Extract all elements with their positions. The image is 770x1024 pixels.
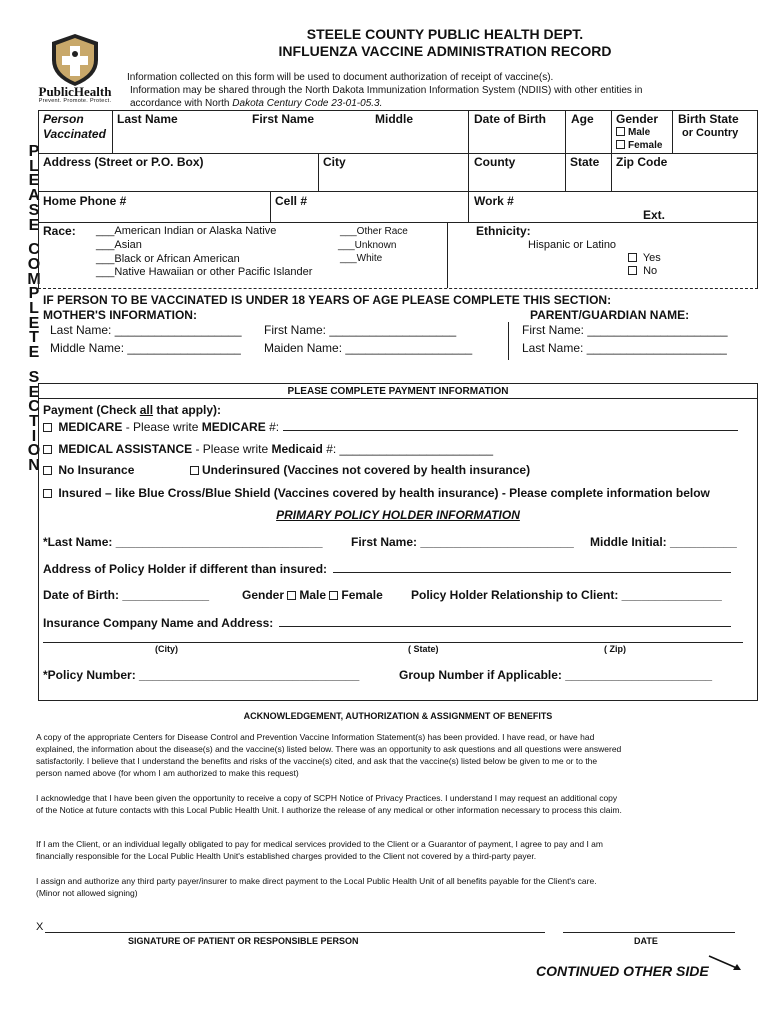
dob-label[interactable]: Date of Birth [474,112,546,126]
logo [30,32,120,104]
insured-option[interactable]: Insured – like Blue Cross/Blue Shield (Vaccines covered by health insurance) - Please complete information below [43,486,710,500]
gender-male-option[interactable]: Male [616,127,650,138]
mother-last-name[interactable]: Last Name: ___________________ [50,323,242,337]
info-line-2: Information may be shared through the North Dakota Immunization Information System (NDIIS) with other entities in [130,85,643,96]
logo-text: PublicHealth [38,84,112,99]
checkbox-icon[interactable] [43,445,52,454]
medical-assistance-option[interactable]: MEDICAL ASSISTANCE - Please write Medicaid #: _______________________ [43,442,493,456]
city-label[interactable]: City [323,155,346,169]
state-caption: ( State) [408,644,439,654]
signature-x: X [36,921,44,933]
signature-line[interactable] [45,932,545,933]
primary-policy-heading: PRIMARY POLICY HOLDER INFORMATION [276,508,520,522]
gender-label: Gender [616,112,659,126]
checkbox-icon[interactable] [43,466,52,475]
form-title-2: INFLUENZA VACCINE ADMINISTRATION RECORD [278,43,612,59]
checkbox-icon[interactable] [190,466,199,475]
ext-label[interactable]: Ext. [643,208,666,222]
policy-gender[interactable]: Gender Male Female [242,588,383,602]
ack-paragraph-2: I acknowledge that I have been given the opportunity to receive a copy of SCPH Notice of Privacy Practices. I understand I may request an additional copy of the Notice at future contacts with this Local Public Health Unit. I authorize the release of any medical or other information necessary to process this claim. [36,793,622,815]
race-option-3[interactable]: ___Black or African American [96,253,240,265]
ethnicity-yes[interactable]: Yes [628,252,661,264]
ack-paragraph-4: I assign and authorize any third party payer/insurer to make direct payment to the Local Public Health Unit of all benefits payable for the Client's care. (Minor not allowed signing) [36,876,597,898]
policy-middle-initial[interactable]: Middle Initial: __________ [590,535,737,549]
zip-caption: ( Zip) [604,644,626,654]
checkbox-icon[interactable] [287,591,296,600]
ack-heading: ACKNOWLEDGEMENT, AUTHORIZATION & ASSIGNMENT OF BENEFITS [243,711,553,721]
minor-heading: IF PERSON TO BE VACCINATED IS UNDER 18 YEARS OF AGE PLEASE COMPLETE THIS SECTION: [43,293,612,307]
first-name-label[interactable]: First Name [252,112,315,126]
checkbox-icon[interactable] [43,423,52,432]
race-option-2[interactable]: ___Asian [96,239,142,251]
guardian-last-name[interactable]: Last Name: _____________________ [522,341,727,355]
policy-relationship[interactable]: Policy Holder Relationship to Client: _______________ [411,588,722,602]
zip-label[interactable]: Zip Code [616,155,668,169]
info-line-3: accordance with North Dakota Century Code 23-01-05.3. [130,98,383,109]
gender-female-option[interactable]: Female [616,140,662,151]
middle-label[interactable]: Middle [375,112,413,126]
guardian-label: PARENT/GUARDIAN NAME: [530,308,690,322]
checkbox-icon[interactable] [616,140,625,149]
continued-label: CONTINUED OTHER SIDE [536,963,709,979]
guardian-first-name[interactable]: First Name: _____________________ [522,323,728,337]
person-label-2: Vaccinated [43,127,106,141]
no-insurance-option[interactable]: No Insurance [43,463,134,477]
county-label[interactable]: County [474,155,516,169]
group-number[interactable]: Group Number if Applicable: ______________________ [399,668,713,682]
address-label[interactable]: Address (Street or P.O. Box) [43,155,204,169]
mother-maiden-name[interactable]: Maiden Name: ___________________ [264,341,473,355]
birth-country-label: or Country [682,127,739,139]
checkbox-icon[interactable] [628,253,637,262]
race-option-1[interactable]: ___American Indian or Alaska Native [96,225,277,237]
mother-middle-name[interactable]: Middle Name: _________________ [50,341,241,355]
mother-info-label: MOTHER'S INFORMATION: [43,308,197,322]
checkbox-icon[interactable] [329,591,338,600]
policy-last-name[interactable]: *Last Name: _______________________________ [43,535,323,549]
city-caption: (City) [155,644,178,654]
race-label: Race: [43,224,76,238]
date-caption: DATE [634,936,658,946]
info-line-1: Information collected on this form will be used to document authorization of receipt of vaccine(s). [127,72,554,83]
please-complete-section-label: P L E A S E C O M P L E T E S E C T I O N [27,143,41,475]
underinsured-option[interactable]: Underinsured (Vaccines not covered by health insurance) [190,463,530,477]
last-name-label[interactable]: Last Name [117,112,178,126]
ethnicity-no[interactable]: No [628,265,657,277]
policy-address[interactable]: Address of Policy Holder if different than insured: [43,561,755,576]
form-title-1: STEELE COUNTY PUBLIC HEALTH DEPT. [306,26,584,42]
insurance-company[interactable]: Insurance Company Name and Address: [43,615,755,630]
home-phone-label[interactable]: Home Phone # [43,194,127,208]
arrow-icon [707,953,745,975]
age-label[interactable]: Age [571,112,594,126]
ethnicity-label: Ethnicity: [476,224,531,238]
payment-label: Payment (Check all that apply): [43,403,222,417]
ack-paragraph-1: A copy of the appropriate Centers for Disease Control and Prevention Vaccine Information Statement(s) has been provided. I have read, or have had explained, the information about the disease(s) and the vaccine(s) listed below. There was an opportunity to ask questions and all questions were answered satisfactorily. I believe that I understand the benefits and risks of the vaccine(s) cited, and ask that the vaccine(s) listed below be given to me or to the person named above (for whom I am authorized to make this request) [36,732,622,778]
race-option-7[interactable]: ___White [340,253,383,264]
hispanic-label: Hispanic or Latino [528,239,617,251]
policy-first-name[interactable]: First Name: _______________________ [351,535,574,549]
signature-caption: SIGNATURE OF PATIENT OR RESPONSIBLE PERSON [128,936,359,946]
policy-dob[interactable]: Date of Birth: _____________ [43,588,210,602]
work-label[interactable]: Work # [474,194,514,208]
date-line[interactable] [563,932,735,933]
birth-state-label: Birth State [678,112,739,126]
policy-number[interactable]: *Policy Number: _________________________________ [43,668,360,682]
logo-tagline: Prevent. Promote. Protect. [38,98,112,104]
cell-label[interactable]: Cell # [275,194,308,208]
race-option-6[interactable]: ___Unknown [338,240,397,251]
checkbox-icon[interactable] [628,266,637,275]
checkbox-icon[interactable] [616,127,625,136]
state-label[interactable]: State [570,155,600,169]
medicare-option[interactable]: MEDICARE - Please write MEDICARE #: [43,419,755,434]
payment-heading: PLEASE COMPLETE PAYMENT INFORMATION [287,386,509,397]
ack-paragraph-3: If I am the Client, or an individual legally obligated to pay for medical services provided to the Client or a Guarantor of payment, I agree to pay and I am financially responsible for the Local Public Health Unit's established charges provided to the Client not covered by a third-party payer. [36,839,603,861]
public-health-logo-icon [30,32,120,87]
person-label-1: Person [43,112,84,126]
race-option-5[interactable]: ___Other Race [340,226,408,237]
checkbox-icon[interactable] [43,489,52,498]
mother-first-name[interactable]: First Name: ___________________ [264,323,457,337]
race-option-4[interactable]: ___Native Hawaiian or other Pacific Islander [96,266,313,278]
